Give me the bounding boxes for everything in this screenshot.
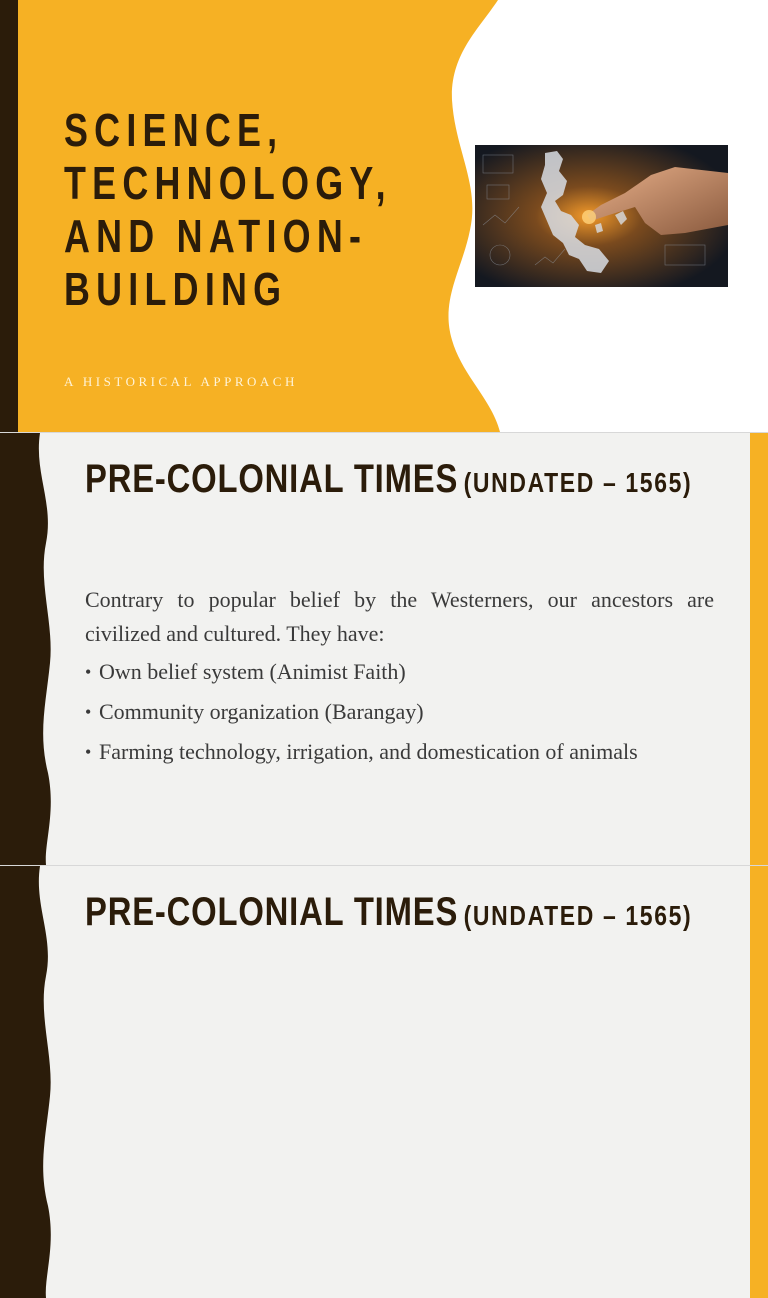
intro-paragraph: Contrary to popular belief by the Westerners, our ancestors are civilized and cultured. They have: bbox=[85, 587, 714, 646]
bullet-symbol: • bbox=[85, 662, 92, 682]
list-item-text: Farming technology, irrigation, and domestication of animals bbox=[99, 739, 638, 764]
dark-wave-border bbox=[0, 866, 60, 1298]
slide-title-text: PRE-COLONIAL TIMES bbox=[85, 890, 459, 934]
title-line: TECHNOLOGY, bbox=[64, 157, 392, 209]
title-slide bbox=[0, 0, 768, 432]
presentation-subtitle: A HISTORICAL APPROACH bbox=[64, 374, 298, 389]
dark-wave-border bbox=[0, 433, 60, 865]
list-item bbox=[85, 695, 714, 729]
title-line: SCIENCE, bbox=[64, 104, 284, 156]
right-accent-bar bbox=[750, 866, 768, 1298]
hand-touching-philippine-map-photo bbox=[475, 145, 728, 287]
list-item-text: Community organization (Barangay) bbox=[99, 699, 424, 724]
bullet-list bbox=[85, 655, 714, 769]
slide-title-date: (UNDATED – 1565) bbox=[463, 467, 693, 498]
right-accent-bar bbox=[750, 433, 768, 865]
content-slide-pre-colonial-continued bbox=[0, 866, 768, 1298]
list-item bbox=[85, 655, 714, 689]
bullet-symbol: • bbox=[85, 742, 92, 762]
title-line: AND NATION- bbox=[64, 210, 368, 262]
slide-title bbox=[85, 457, 692, 502]
slide-title bbox=[85, 890, 692, 935]
slide-title-text: PRE-COLONIAL TIMES bbox=[85, 457, 459, 501]
presentation-title bbox=[64, 104, 392, 316]
slide-body bbox=[85, 583, 714, 775]
title-line: BUILDING bbox=[64, 263, 288, 315]
left-dark-stripe bbox=[0, 0, 18, 432]
list-item bbox=[85, 735, 714, 769]
list-item-text: Own belief system (Animist Faith) bbox=[99, 659, 406, 684]
slide-title-date: (UNDATED – 1565) bbox=[463, 900, 693, 931]
content-slide-pre-colonial bbox=[0, 433, 768, 865]
bullet-symbol: • bbox=[85, 702, 92, 722]
